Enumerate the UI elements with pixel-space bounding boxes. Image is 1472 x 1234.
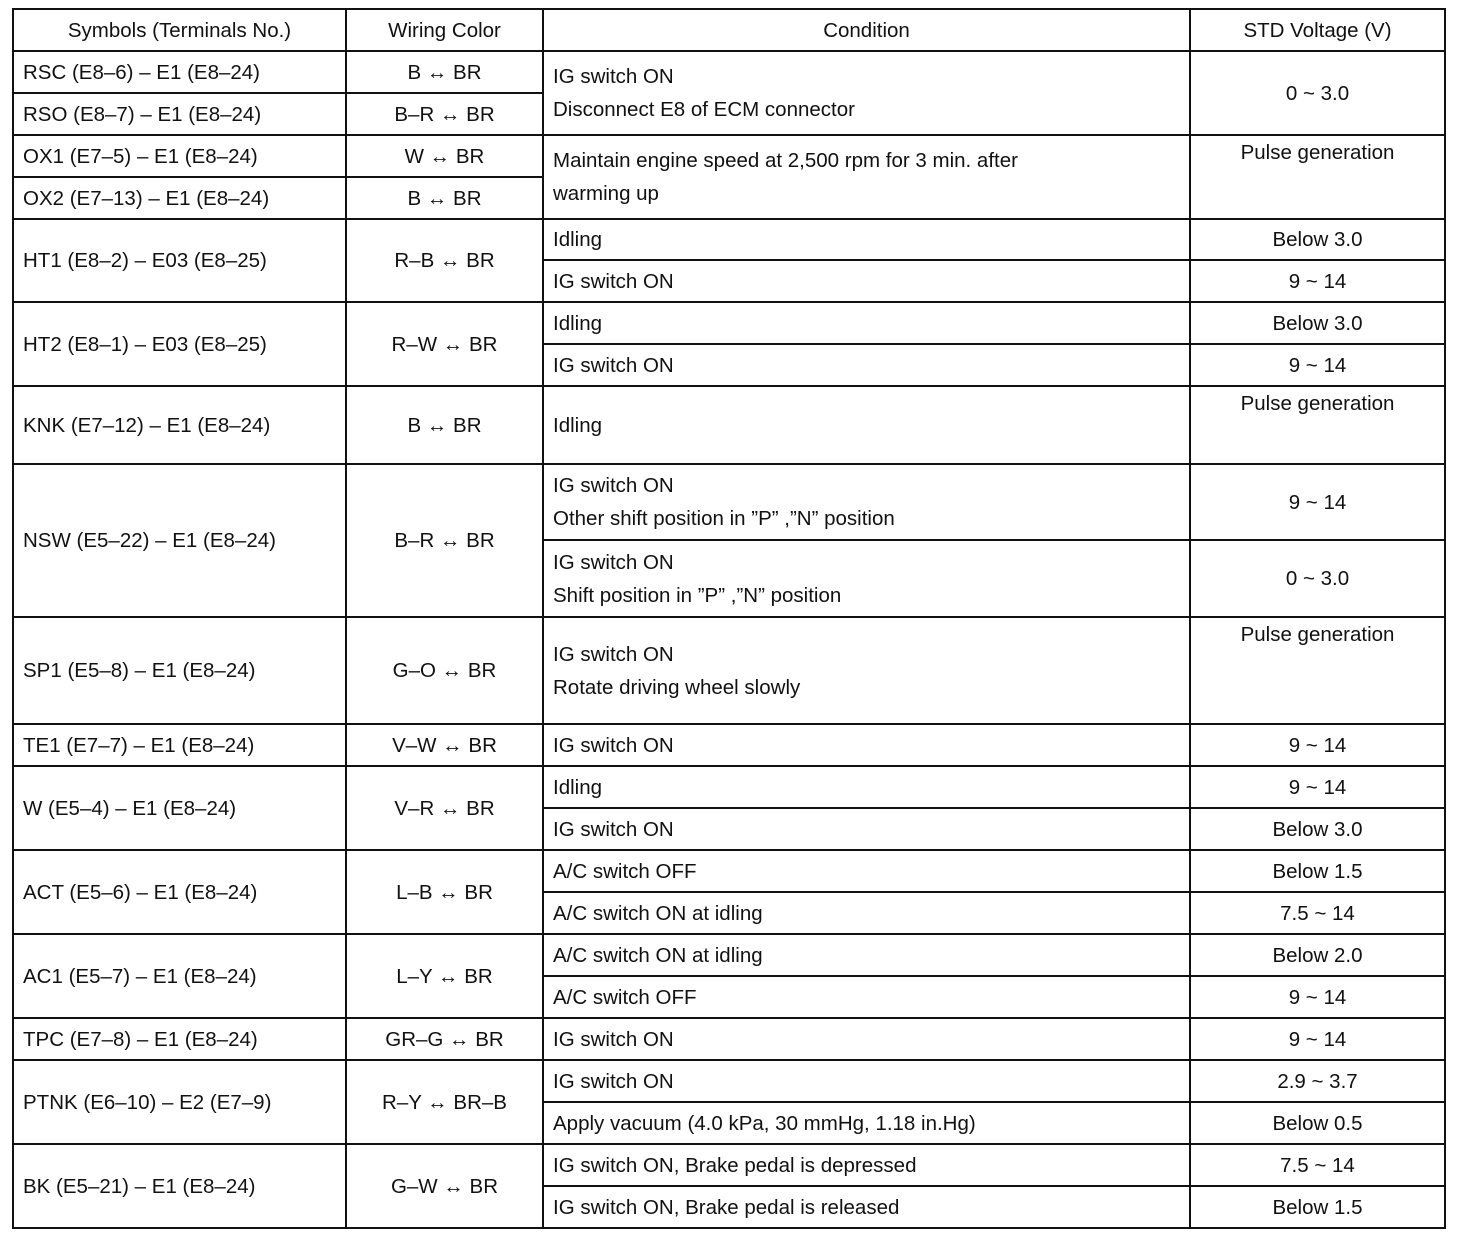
wiring-cell: R–B ↔ BR	[346, 219, 543, 302]
symbol-cell: ACT (E5–6) – E1 (E8–24)	[13, 850, 346, 934]
condition-cell: A/C switch ON at idling	[543, 892, 1190, 934]
condition-cell: A/C switch OFF	[543, 850, 1190, 892]
table-row	[13, 850, 1445, 892]
voltage-cell: 0 ~ 3.0	[1190, 540, 1445, 617]
header-condition: Condition	[543, 9, 1190, 51]
voltage-cell: 9 ~ 14	[1190, 344, 1445, 386]
header-row	[13, 9, 1445, 51]
table-row	[13, 934, 1445, 976]
voltage-cell: 7.5 ~ 14	[1190, 892, 1445, 934]
table-row	[13, 135, 1445, 177]
condition-line: Disconnect E8 of ECM connector	[553, 98, 855, 121]
symbol-cell: KNK (E7–12) – E1 (E8–24)	[13, 386, 346, 464]
condition-cell: A/C switch ON at idling	[543, 934, 1190, 976]
voltage-cell: 9 ~ 14	[1190, 976, 1445, 1018]
symbol-cell: W (E5–4) – E1 (E8–24)	[13, 766, 346, 850]
wiring-cell: V–W ↔ BR	[346, 724, 543, 766]
header-std-voltage: STD Voltage (V)	[1190, 9, 1445, 51]
symbol-cell: HT1 (E8–2) – E03 (E8–25)	[13, 219, 346, 302]
condition-cell: IG switch ON	[543, 1060, 1190, 1102]
symbol-cell: NSW (E5–22) – E1 (E8–24)	[13, 464, 346, 617]
table-row	[13, 766, 1445, 808]
wiring-cell: B ↔ BR	[346, 386, 543, 464]
voltage-cell: Below 2.0	[1190, 934, 1445, 976]
wiring-cell: G–O ↔ BR	[346, 617, 543, 724]
wiring-cell: R–Y ↔ BR–B	[346, 1060, 543, 1144]
voltage-cell: Below 3.0	[1190, 808, 1445, 850]
condition-cell: IG switch ON	[543, 260, 1190, 302]
condition-cell: Idling	[543, 766, 1190, 808]
symbol-cell: AC1 (E5–7) – E1 (E8–24)	[13, 934, 346, 1018]
condition-cell: IG switch ON, Brake pedal is depressed	[543, 1144, 1190, 1186]
voltage-cell: Below 1.5	[1190, 850, 1445, 892]
condition-cell	[543, 540, 1190, 617]
wiring-cell: L–Y ↔ BR	[346, 934, 543, 1018]
condition-line: Rotate driving wheel slowly	[553, 675, 801, 699]
voltage-cell: Pulse generation	[1190, 386, 1445, 464]
table-row	[13, 724, 1445, 766]
condition-line: IG switch ON	[553, 642, 674, 666]
symbol-cell: SP1 (E5–8) – E1 (E8–24)	[13, 617, 346, 724]
condition-line: IG switch ON	[553, 474, 674, 497]
wiring-cell: R–W ↔ BR	[346, 302, 543, 386]
wiring-cell: B–R ↔ BR	[346, 93, 543, 135]
table-row	[13, 219, 1445, 260]
table-row	[13, 1144, 1445, 1186]
wiring-cell: B ↔ BR	[346, 177, 543, 219]
condition-cell	[543, 617, 1190, 724]
condition-cell	[543, 464, 1190, 540]
wiring-cell: GR–G ↔ BR	[346, 1018, 543, 1060]
condition-cell: IG switch ON	[543, 1018, 1190, 1060]
condition-line: IG switch ON	[553, 550, 674, 574]
symbol-cell: HT2 (E8–1) – E03 (E8–25)	[13, 302, 346, 386]
symbol-cell: TPC (E7–8) – E1 (E8–24)	[13, 1018, 346, 1060]
voltage-cell: 9 ~ 14	[1190, 766, 1445, 808]
voltage-cell: Below 0.5	[1190, 1102, 1445, 1144]
voltage-cell: 9 ~ 14	[1190, 464, 1445, 540]
voltage-cell: Pulse generation	[1190, 135, 1445, 219]
symbol-cell: BK (E5–21) – E1 (E8–24)	[13, 1144, 346, 1228]
voltage-cell: 2.9 ~ 3.7	[1190, 1060, 1445, 1102]
table-row	[13, 51, 1445, 93]
voltage-cell: 7.5 ~ 14	[1190, 1144, 1445, 1186]
table-row	[13, 1060, 1445, 1102]
voltage-cell: Below 1.5	[1190, 1186, 1445, 1228]
condition-line: Other shift position in ”P” ,”N” position	[553, 507, 895, 530]
table-row	[13, 302, 1445, 344]
condition-cell: IG switch ON	[543, 344, 1190, 386]
header-wiring-color: Wiring Color	[346, 9, 543, 51]
symbol-cell: OX1 (E7–5) – E1 (E8–24)	[13, 135, 346, 177]
condition-cell: Idling	[543, 386, 1190, 464]
wiring-cell: B ↔ BR	[346, 51, 543, 93]
symbol-cell: OX2 (E7–13) – E1 (E8–24)	[13, 177, 346, 219]
ecm-terminal-voltage-table	[12, 8, 1446, 1229]
voltage-cell: 9 ~ 14	[1190, 260, 1445, 302]
symbol-cell: RSO (E8–7) – E1 (E8–24)	[13, 93, 346, 135]
wiring-cell: L–B ↔ BR	[346, 850, 543, 934]
symbol-cell: RSC (E8–6) – E1 (E8–24)	[13, 51, 346, 93]
voltage-cell: Pulse generation	[1190, 617, 1445, 724]
condition-cell: IG switch ON	[543, 808, 1190, 850]
condition-line: Maintain engine speed at 2,500 rpm for 3 min. after	[553, 149, 1018, 172]
condition-cell: Idling	[543, 219, 1190, 260]
condition-cell: IG switch ON	[543, 724, 1190, 766]
condition-cell	[543, 51, 1190, 135]
voltage-cell: Below 3.0	[1190, 302, 1445, 344]
voltage-cell: 9 ~ 14	[1190, 1018, 1445, 1060]
voltage-cell: 9 ~ 14	[1190, 724, 1445, 766]
voltage-cell: Below 3.0	[1190, 219, 1445, 260]
symbol-cell: PTNK (E6–10) – E2 (E7–9)	[13, 1060, 346, 1144]
table-row	[13, 386, 1445, 464]
condition-line: warming up	[553, 182, 659, 205]
table-row	[13, 617, 1445, 724]
condition-cell: IG switch ON, Brake pedal is released	[543, 1186, 1190, 1228]
wiring-cell: B–R ↔ BR	[346, 464, 543, 617]
table-row	[13, 464, 1445, 540]
condition-cell: A/C switch OFF	[543, 976, 1190, 1018]
condition-cell	[543, 135, 1190, 219]
wiring-cell: V–R ↔ BR	[346, 766, 543, 850]
voltage-cell: 0 ~ 3.0	[1190, 51, 1445, 135]
condition-line: IG switch ON	[553, 65, 674, 88]
header-symbols: Symbols (Terminals No.)	[13, 9, 346, 51]
condition-line: Shift position in ”P” ,”N” position	[553, 583, 842, 607]
wiring-cell: W ↔ BR	[346, 135, 543, 177]
symbol-cell: TE1 (E7–7) – E1 (E8–24)	[13, 724, 346, 766]
condition-cell: Idling	[543, 302, 1190, 344]
condition-cell: Apply vacuum (4.0 kPa, 30 mmHg, 1.18 in.Hg)	[543, 1102, 1190, 1144]
wiring-cell: G–W ↔ BR	[346, 1144, 543, 1228]
table-row	[13, 1018, 1445, 1060]
